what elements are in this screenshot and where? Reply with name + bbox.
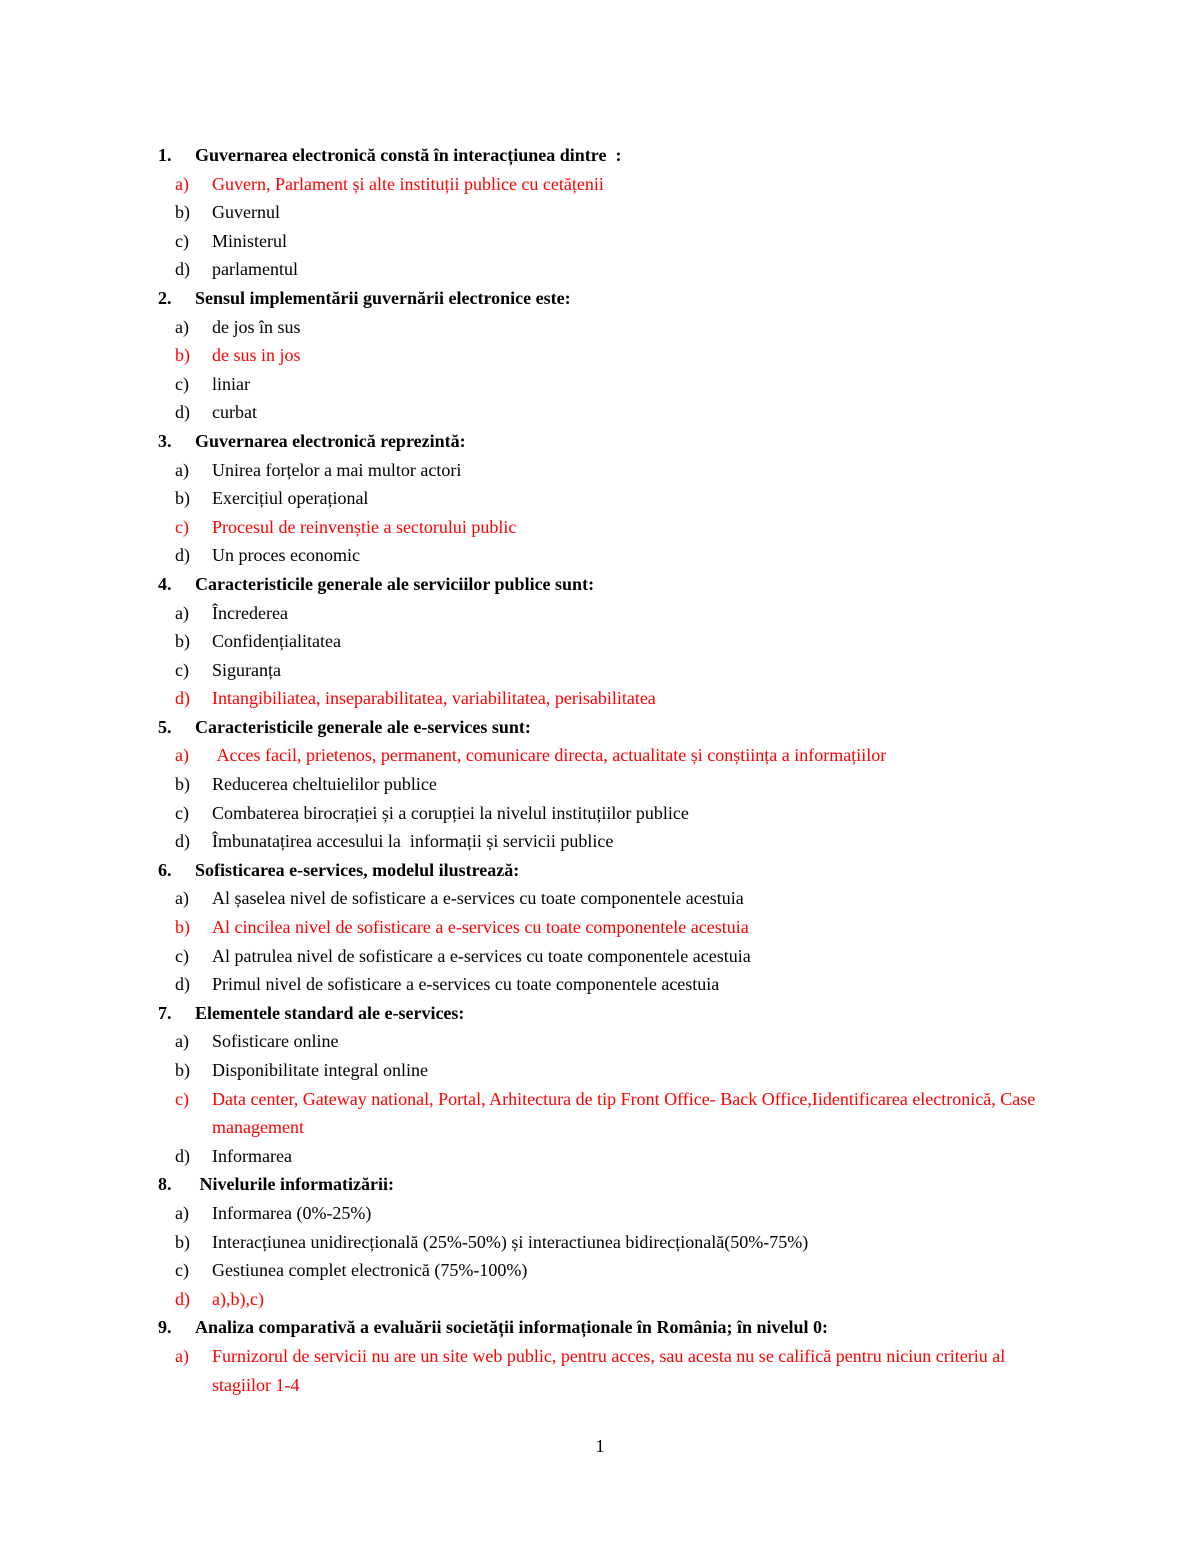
option-text: a),b),c) <box>212 1288 264 1309</box>
option-text: de sus in jos <box>212 345 301 366</box>
question-block <box>158 284 1058 427</box>
answer-option <box>158 827 1058 856</box>
question-block <box>158 1170 1058 1313</box>
question-heading <box>158 427 1058 456</box>
answer-option <box>158 599 1058 628</box>
answer-option-correct <box>158 741 1058 770</box>
option-text: liniar <box>212 373 250 394</box>
answer-option-correct <box>158 1285 1058 1314</box>
option-letter: b) <box>175 774 190 795</box>
option-letter: a) <box>175 745 189 766</box>
option-text: Exercițiul operațional <box>212 488 369 509</box>
option-text: curbat <box>212 402 257 423</box>
option-letter: a) <box>175 888 189 909</box>
answer-option <box>158 313 1058 342</box>
question-block <box>158 856 1058 999</box>
option-letter: c) <box>175 1088 189 1109</box>
option-text: Al șaselea nivel de sofisticare a e-services cu toate componentele acestuia <box>212 888 744 909</box>
answer-option <box>158 398 1058 427</box>
question-heading <box>158 1313 1058 1342</box>
option-letter: d) <box>175 402 190 423</box>
option-letter: d) <box>175 545 190 566</box>
answer-option <box>158 1199 1058 1228</box>
question-number: 2. <box>158 287 172 308</box>
question-text: Elementele standard ale e-services: <box>195 1002 465 1023</box>
quiz-content <box>158 141 1058 1399</box>
option-letter: a) <box>175 602 189 623</box>
question-number: 5. <box>158 716 172 737</box>
option-letter: c) <box>175 1260 189 1281</box>
option-letter: b) <box>175 345 190 366</box>
answer-option <box>158 1142 1058 1171</box>
answer-option <box>158 1256 1058 1285</box>
question-heading <box>158 856 1058 885</box>
option-text: Siguranța <box>212 659 281 680</box>
question-heading <box>158 284 1058 313</box>
question-heading <box>158 570 1058 599</box>
question-number: 3. <box>158 430 172 451</box>
question-number: 6. <box>158 859 172 880</box>
option-letter: c) <box>175 373 189 394</box>
option-text: Încrederea <box>212 602 288 623</box>
answer-option <box>158 627 1058 656</box>
answer-option <box>158 370 1058 399</box>
option-text: Data center, Gateway national, Portal, Arhitectura de tip Front Office- Back Office,Iidentificarea electronică, Case management <box>212 1088 1040 1138</box>
option-text: Confidențialitatea <box>212 631 341 652</box>
option-text: Informarea (0%-25%) <box>212 1202 372 1223</box>
question-text: Nivelurile informatizării: <box>195 1174 394 1195</box>
answer-option <box>158 770 1058 799</box>
question-block <box>158 999 1058 1171</box>
answer-option <box>158 484 1058 513</box>
question-heading <box>158 1170 1058 1199</box>
answer-option <box>158 227 1058 256</box>
question-heading <box>158 999 1058 1028</box>
answer-option-correct <box>158 341 1058 370</box>
question-text: Sofisticarea e-services, modelul ilustrează: <box>195 859 520 880</box>
option-letter: c) <box>175 945 189 966</box>
option-letter: c) <box>175 516 189 537</box>
option-letter: a) <box>175 173 189 194</box>
option-text: Al patrulea nivel de sofisticare a e-services cu toate componentele acestuia <box>212 945 751 966</box>
option-letter: b) <box>175 202 190 223</box>
question-text: Caracteristicile generale ale e-services sunt: <box>195 716 531 737</box>
answer-option <box>158 541 1058 570</box>
option-text: parlamentul <box>212 259 298 280</box>
question-number: 8. <box>158 1174 172 1195</box>
answer-option-correct <box>158 913 1058 942</box>
option-text: Procesul de reinvenștie a sectorului public <box>212 516 517 537</box>
option-letter: b) <box>175 917 190 938</box>
question-heading <box>158 713 1058 742</box>
option-text: Disponibilitate integral online <box>212 1060 428 1080</box>
option-text: Ministerul <box>212 230 287 251</box>
question-block <box>158 427 1058 570</box>
question-block <box>158 713 1058 856</box>
question-block <box>158 570 1058 713</box>
answer-option <box>158 970 1058 999</box>
answer-option-correct <box>158 170 1058 199</box>
question-text: Guvernarea electronică constă în interacțiunea dintre : <box>195 145 622 165</box>
question-text: Guvernarea electronică reprezintă: <box>195 430 466 451</box>
option-letter: a) <box>175 1202 189 1223</box>
option-letter: b) <box>175 488 190 509</box>
option-letter: a) <box>175 1345 189 1366</box>
option-letter: b) <box>175 1060 190 1080</box>
question-heading <box>158 141 1058 170</box>
option-letter: d) <box>175 1288 190 1309</box>
answer-option <box>158 198 1058 227</box>
question-text: Caracteristicile generale ale serviciilor publice sunt: <box>195 573 595 594</box>
option-text: Furnizorul de servicii nu are un site web public, pentru acces, sau acesta nu se califică pentru niciun criteriu al stagiilor 1-4 <box>212 1345 1010 1395</box>
question-number: 4. <box>158 573 172 594</box>
option-letter: d) <box>175 259 190 280</box>
option-text: Unirea forțelor a mai multor actori <box>212 459 462 480</box>
option-text: Guvern, Parlament și alte instituții publice cu cetățenii <box>212 173 604 194</box>
option-letter: c) <box>175 230 189 251</box>
answer-option-correct <box>158 684 1058 713</box>
answer-option <box>158 656 1058 685</box>
answer-option <box>158 1027 1058 1056</box>
answer-option <box>158 942 1058 971</box>
answer-option <box>158 1228 1058 1257</box>
question-block <box>158 1313 1058 1399</box>
option-letter: d) <box>175 831 190 852</box>
option-text: Îmbunatațirea accesului la informații și servicii publice <box>212 831 614 852</box>
option-text: Combaterea birocrației și a corupției la nivelul instituțiilor publice <box>212 802 689 823</box>
answer-option <box>158 1056 1058 1085</box>
option-letter: c) <box>175 802 189 823</box>
option-letter: a) <box>175 1031 189 1052</box>
option-text: Al cincilea nivel de sofisticare a e-services cu toate componentele acestuia <box>212 917 749 938</box>
option-text: Un proces economic <box>212 545 360 566</box>
answer-option <box>158 456 1058 485</box>
option-letter: d) <box>175 688 190 709</box>
question-text: Sensul implementării guvernării electronice este: <box>195 287 571 308</box>
option-text: Interacțiunea unidirecțională (25%-50%) și interactiunea bidirecțională(50%-75%) <box>212 1231 809 1252</box>
question-block <box>158 141 1058 284</box>
page-number: 1 <box>595 1436 605 1456</box>
option-letter: b) <box>175 1231 190 1252</box>
answer-option-correct <box>158 1085 1058 1142</box>
answer-option <box>158 884 1058 913</box>
option-text: Reducerea cheltuielilor publice <box>212 774 437 795</box>
option-letter: b) <box>175 631 190 652</box>
answer-option-correct <box>158 1342 1058 1399</box>
answer-option <box>158 799 1058 828</box>
question-number: 7. <box>158 1002 172 1023</box>
option-letter: c) <box>175 659 189 680</box>
answer-option-correct <box>158 513 1058 542</box>
question-number: 9. <box>158 1317 172 1338</box>
option-text: Guvernul <box>212 202 280 223</box>
option-text: Sofisticare online <box>212 1031 339 1052</box>
option-text: Primul nivel de sofisticare a e-services cu toate componentele acestuia <box>212 974 720 995</box>
option-letter: d) <box>175 974 190 995</box>
option-letter: a) <box>175 316 189 337</box>
question-number: 1. <box>158 145 172 165</box>
option-text: Gestiunea complet electronică (75%-100%) <box>212 1260 528 1281</box>
answer-option <box>158 255 1058 284</box>
option-text: Acces facil, prietenos, permanent, comunicare directa, actualitate și conștiința a informațiilor <box>212 745 887 766</box>
option-text: Informarea <box>212 1145 292 1166</box>
option-text: Intangibiliatea, inseparabilitatea, variabilitatea, perisabilitatea <box>212 688 656 709</box>
question-text: Analiza comparativă a evaluării societății informaționale în România; în nivelul 0: <box>195 1317 828 1338</box>
option-text: de jos în sus <box>212 316 301 337</box>
option-letter: a) <box>175 459 189 480</box>
option-letter: d) <box>175 1145 190 1166</box>
